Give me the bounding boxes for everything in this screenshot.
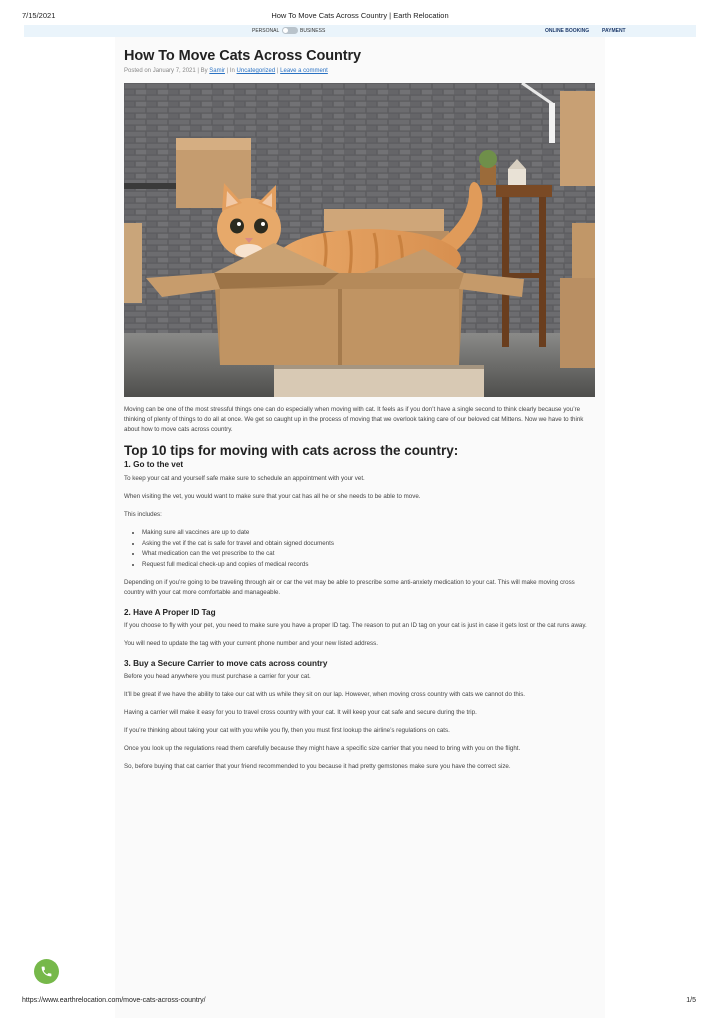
vet-checklist (124, 528, 596, 570)
leave-comment-link[interactable]: Leave a comment (280, 68, 328, 74)
intro-paragraph: Moving can be one of the most stressful things one can do especially when moving with cat. It feels as if you don’t have a single second to think clearly because you’re thinking of plenty of things to do all at once. We get so caught up in the process of moving that we overlook taking care of our beloved cat Mittens. Now we have to think about how to move cats across country. (124, 406, 584, 433)
section-1-paragraph-4: Depending on if you’re going to be traveling through air or car the vet may be able to prescribe some anti-anxiety medication to your cat. This will make moving cross country with your cat more comfortable and manageable. (124, 579, 575, 596)
print-date: 7/15/2021 (22, 11, 56, 20)
section-3-paragraph-3: Having a carrier will make it easy for you to travel cross country with your cat. It will keep your cat safe and secure during the trip. (124, 709, 477, 716)
list-item: • Request full medical check-up and copies of medical records (142, 560, 596, 571)
print-page-title: How To Move Cats Across Country | Earth Relocation (271, 11, 449, 20)
personal-label: PERSONAL (252, 28, 280, 34)
category-link[interactable]: Uncategorized (236, 68, 276, 74)
print-header (0, 11, 720, 23)
phone-icon (40, 965, 53, 978)
print-page-number: 1/5 (686, 997, 696, 1004)
section-1-heading: 1. Go to the vet (124, 460, 184, 469)
meta-in: | In (224, 68, 237, 74)
payment-link[interactable]: PAYMENT (602, 28, 626, 34)
meta-date: Posted on January 7, 2021 | By (124, 68, 210, 74)
personal-business-toggle[interactable] (282, 27, 298, 34)
section-3-paragraph-4: If you’re thinking about taking your cat with you while you fly, then you must first lookup the airline’s regulations on cats. (124, 727, 450, 734)
section-1-paragraph-1: To keep your cat and yourself safe make sure to schedule an appointment with your vet. (124, 475, 365, 482)
section-3-heading: 3. Buy a Secure Carrier to move cats across country (124, 659, 328, 668)
post-meta (124, 67, 596, 75)
list-item: • What medication can the vet prescribe to the cat (142, 549, 596, 560)
section-3-paragraph-5: Once you look up the regulations read them carefully because they might have a specific size carrier that you need to bring with you on the flight. (124, 745, 521, 752)
blog-post (124, 47, 596, 772)
post-title: How To Move Cats Across Country (124, 48, 361, 64)
online-booking-link[interactable]: ONLINE BOOKING (545, 28, 590, 34)
section-1-paragraph-3: This includes: (124, 511, 162, 518)
hero-image-cat-in-box (124, 83, 595, 397)
hero-illustration (124, 83, 595, 397)
toggle-knob (283, 28, 288, 33)
meta-separator: | (275, 68, 281, 74)
list-item: • Making sure all vaccines are up to date (142, 528, 596, 539)
section-3-paragraph-6: So, before buying that cat carrier that your friend recommended to you because it had pretty gemstones make sure you have the correct size. (124, 763, 511, 770)
section-3-paragraph-2: It’ll be great if we have the ability to take our cat with us while they sit on our lap. However, when moving cross country with cats we cannot do this. (124, 691, 526, 698)
section-2-paragraph-1: If you choose to fly with your pet, you need to make sure you have a proper ID tag. The reason to put an ID tag on your cat is just in case it gets lost or the cat runs away. (124, 622, 587, 629)
section-2-paragraph-2: You will need to update the tag with your current phone number and your new listed address. (124, 640, 378, 647)
list-item: • Asking the vet if the cat is safe for travel and obtain signed documents (142, 539, 596, 550)
business-label: BUSINESS (300, 28, 326, 34)
top-bar (24, 25, 696, 37)
tips-heading: Top 10 tips for moving with cats across the country: (124, 443, 459, 458)
call-button[interactable] (34, 959, 59, 984)
section-2-heading: 2. Have A Proper ID Tag (124, 608, 216, 617)
author-link[interactable]: Samir (209, 68, 225, 74)
print-url: https://www.earthrelocation.com/move-cats-across-country/ (22, 997, 206, 1004)
section-1-paragraph-2: When visiting the vet, you would want to make sure that your cat has all he or she needs to be able to move. (124, 493, 421, 500)
section-3-paragraph-1: Before you head anywhere you must purchase a carrier for your cat. (124, 673, 311, 680)
